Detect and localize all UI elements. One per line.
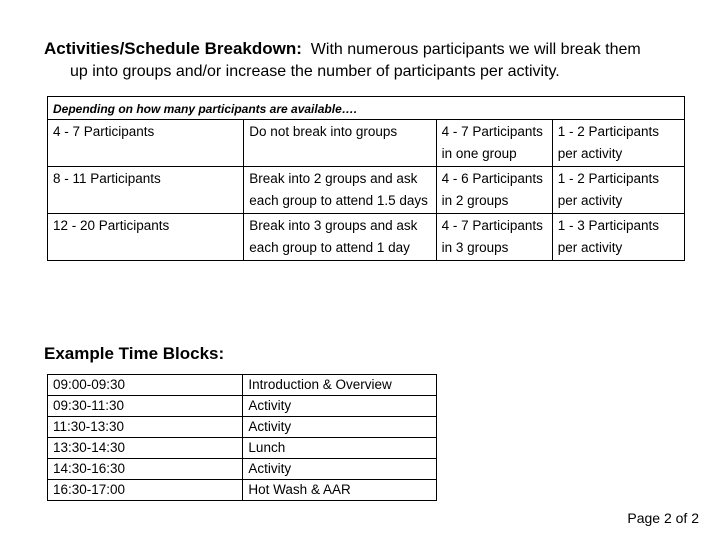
section-heading xyxy=(44,38,684,83)
table-row xyxy=(48,417,437,438)
table-cell: 1 - 3 Participants per activity xyxy=(552,214,684,261)
table-cell: Do not break into groups xyxy=(244,120,436,167)
time-cell: 11:30-13:30 xyxy=(48,417,243,438)
time-cell: 09:30-11:30 xyxy=(48,396,243,417)
table-cell: 4 - 7 Participants in 3 groups xyxy=(436,214,552,261)
activity-cell: Activity xyxy=(243,417,437,438)
activity-cell: Activity xyxy=(243,396,437,417)
table-cell: 12 - 20 Participants xyxy=(48,214,244,261)
activity-cell: Hot Wash & AAR xyxy=(243,480,437,501)
breakdown-header-row xyxy=(48,97,685,120)
activity-cell: Introduction & Overview xyxy=(243,375,437,396)
page-number: Page 2 of 2 xyxy=(627,510,699,526)
table-row xyxy=(48,375,437,396)
activity-cell: Activity xyxy=(243,459,437,480)
table-row xyxy=(48,396,437,417)
table-row xyxy=(48,167,685,214)
table-cell: 1 - 2 Participants per activity xyxy=(552,167,684,214)
breakdown-table xyxy=(47,96,685,261)
table-row xyxy=(48,214,685,261)
time-blocks-table xyxy=(47,374,437,501)
heading-title: Activities/Schedule Breakdown: xyxy=(44,39,302,58)
table-cell: 8 - 11 Participants xyxy=(48,167,244,214)
table-cell: Break into 2 groups and ask each group to attend 1.5 days xyxy=(244,167,436,214)
time-cell: 14:30-16:30 xyxy=(48,459,243,480)
time-cell: 09:00-09:30 xyxy=(48,375,243,396)
breakdown-header: Depending on how many participants are available…. xyxy=(48,97,685,120)
heading-text-line1: With numerous participants we will break them xyxy=(310,41,641,58)
table-row xyxy=(48,459,437,480)
time-cell: 16:30-17:00 xyxy=(48,480,243,501)
table-row xyxy=(48,438,437,459)
table-cell: 4 - 7 Participants xyxy=(48,120,244,167)
heading-text-line2: up into groups and/or increase the number of participants per activity. xyxy=(70,63,560,80)
table-cell: Break into 3 groups and ask each group to attend 1 day xyxy=(244,214,436,261)
table-row xyxy=(48,120,685,167)
table-cell: 4 - 6 Participants in 2 groups xyxy=(436,167,552,214)
table-cell: 4 - 7 Participants in one group xyxy=(436,120,552,167)
time-blocks-title: Example Time Blocks: xyxy=(44,344,225,363)
activity-cell: Lunch xyxy=(243,438,437,459)
time-cell: 13:30-14:30 xyxy=(48,438,243,459)
table-cell: 1 - 2 Participants per activity xyxy=(552,120,684,167)
table-row xyxy=(48,480,437,501)
